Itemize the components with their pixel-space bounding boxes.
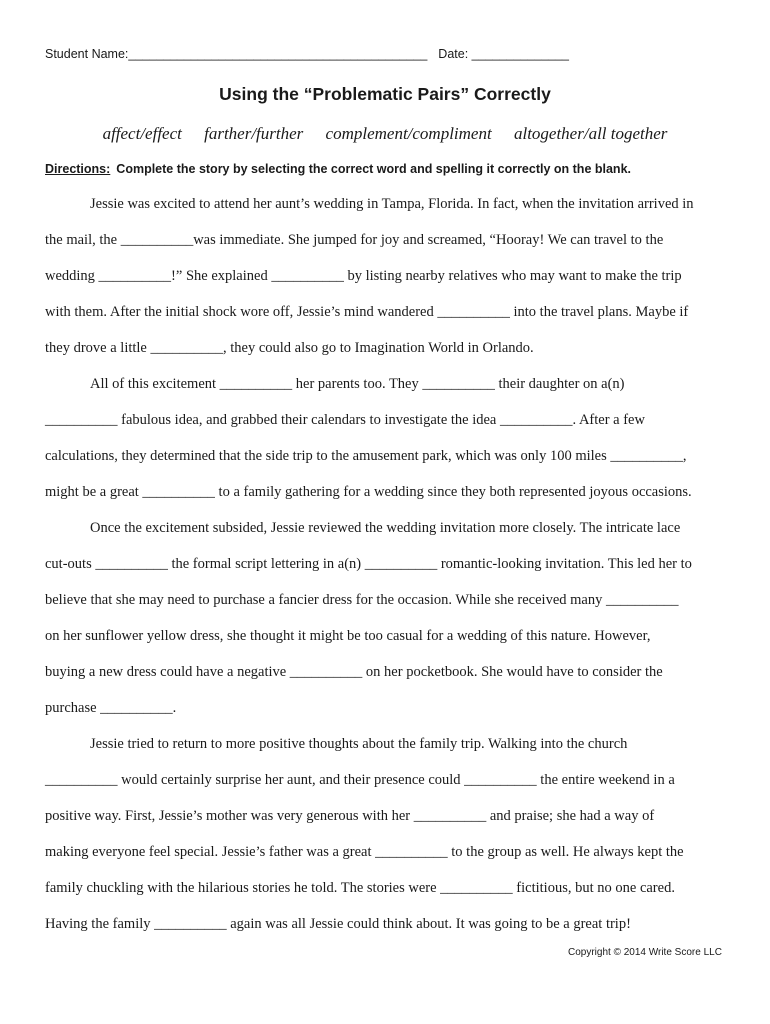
- directions: [45, 162, 631, 176]
- copyright: Copyright © 2014 Write Score LLC: [568, 947, 722, 958]
- worksheet-title: Using the “Problematic Pairs” Correctly: [219, 84, 551, 104]
- story-line: buying a new dress could have a negative __________ on her pocketbook. She would have to consider the: [45, 664, 663, 680]
- story-line: Having the family __________ again was all Jessie could think about. It was going to be a great trip!: [45, 916, 631, 932]
- pair-complement-compliment: complement/compliment: [325, 124, 492, 143]
- directions-label: Directions:: [45, 162, 111, 176]
- directions-text: Complete the story by selecting the correct word and spelling it correctly on the blank.: [116, 162, 631, 176]
- pair-altogether: altogether/all together: [513, 124, 668, 143]
- student-name-label: Student Name:: [45, 47, 129, 61]
- story-line: Jessie was excited to attend her aunt’s wedding in Tampa, Florida. In fact, when the invitation arrived in: [90, 196, 694, 212]
- student-name-blank[interactable]: ___________________________________________: [128, 47, 428, 61]
- story-line: __________ would certainly surprise her aunt, and their presence could __________ the entire weekend in a: [45, 772, 675, 788]
- story: [45, 186, 730, 942]
- story-line: they drove a little __________, they could also go to Imagination World in Orlando.: [45, 340, 534, 356]
- story-line: Once the excitement subsided, Jessie reviewed the wedding invitation more closely. The intricate lace: [90, 520, 681, 536]
- story-line: family chuckling with the hilarious stories he told. The stories were __________ fictitious, but no one cared.: [45, 880, 675, 896]
- story-line: calculations, they determined that the side trip to the amusement park, which was only 100 miles __________,: [45, 448, 687, 464]
- story-line: with them. After the initial shock wore off, Jessie’s mind wandered __________ into the travel plans. Maybe if: [45, 304, 689, 320]
- story-line: purchase __________.: [45, 700, 177, 716]
- story-line: wedding __________!” She explained __________ by listing nearby relatives who may want to make the trip: [45, 268, 682, 284]
- story-line: Jessie tried to return to more positive thoughts about the family trip. Walking into the church: [90, 736, 628, 752]
- pair-farther-further: farther/further: [204, 124, 304, 143]
- story-line: the mail, the __________was immediate. She jumped for joy and screamed, “Hooray! We can travel to the: [45, 232, 664, 248]
- story-line: believe that she may need to purchase a fancier dress for the occasion. While she received many __________: [45, 592, 679, 608]
- story-line: cut-outs __________ the formal script lettering in a(n) __________ romantic-looking invitation. This led her to: [45, 556, 692, 572]
- date-blank[interactable]: ______________: [471, 47, 569, 61]
- date-label: Date:: [438, 47, 469, 61]
- story-line: might be a great __________ to a family gathering for a wedding since they both represented joyous occasions.: [45, 484, 692, 500]
- word-pairs: [0, 124, 770, 144]
- pair-affect-effect: affect/effect: [102, 124, 182, 143]
- story-line: making everyone feel special. Jessie’s father was a great __________ to the group as well. He always kept the: [45, 844, 684, 860]
- story-line: __________ fabulous idea, and grabbed their calendars to investigate the idea __________. After a few: [45, 412, 645, 428]
- student-header: [45, 47, 569, 61]
- story-line: positive way. First, Jessie’s mother was very generous with her __________ and praise; she had a way of: [45, 808, 655, 824]
- story-line: All of this excitement __________ her parents too. They __________ their daughter on a(n): [90, 376, 625, 392]
- story-line: on her sunflower yellow dress, she thought it might be too casual for a wedding of this nature. However,: [45, 628, 651, 644]
